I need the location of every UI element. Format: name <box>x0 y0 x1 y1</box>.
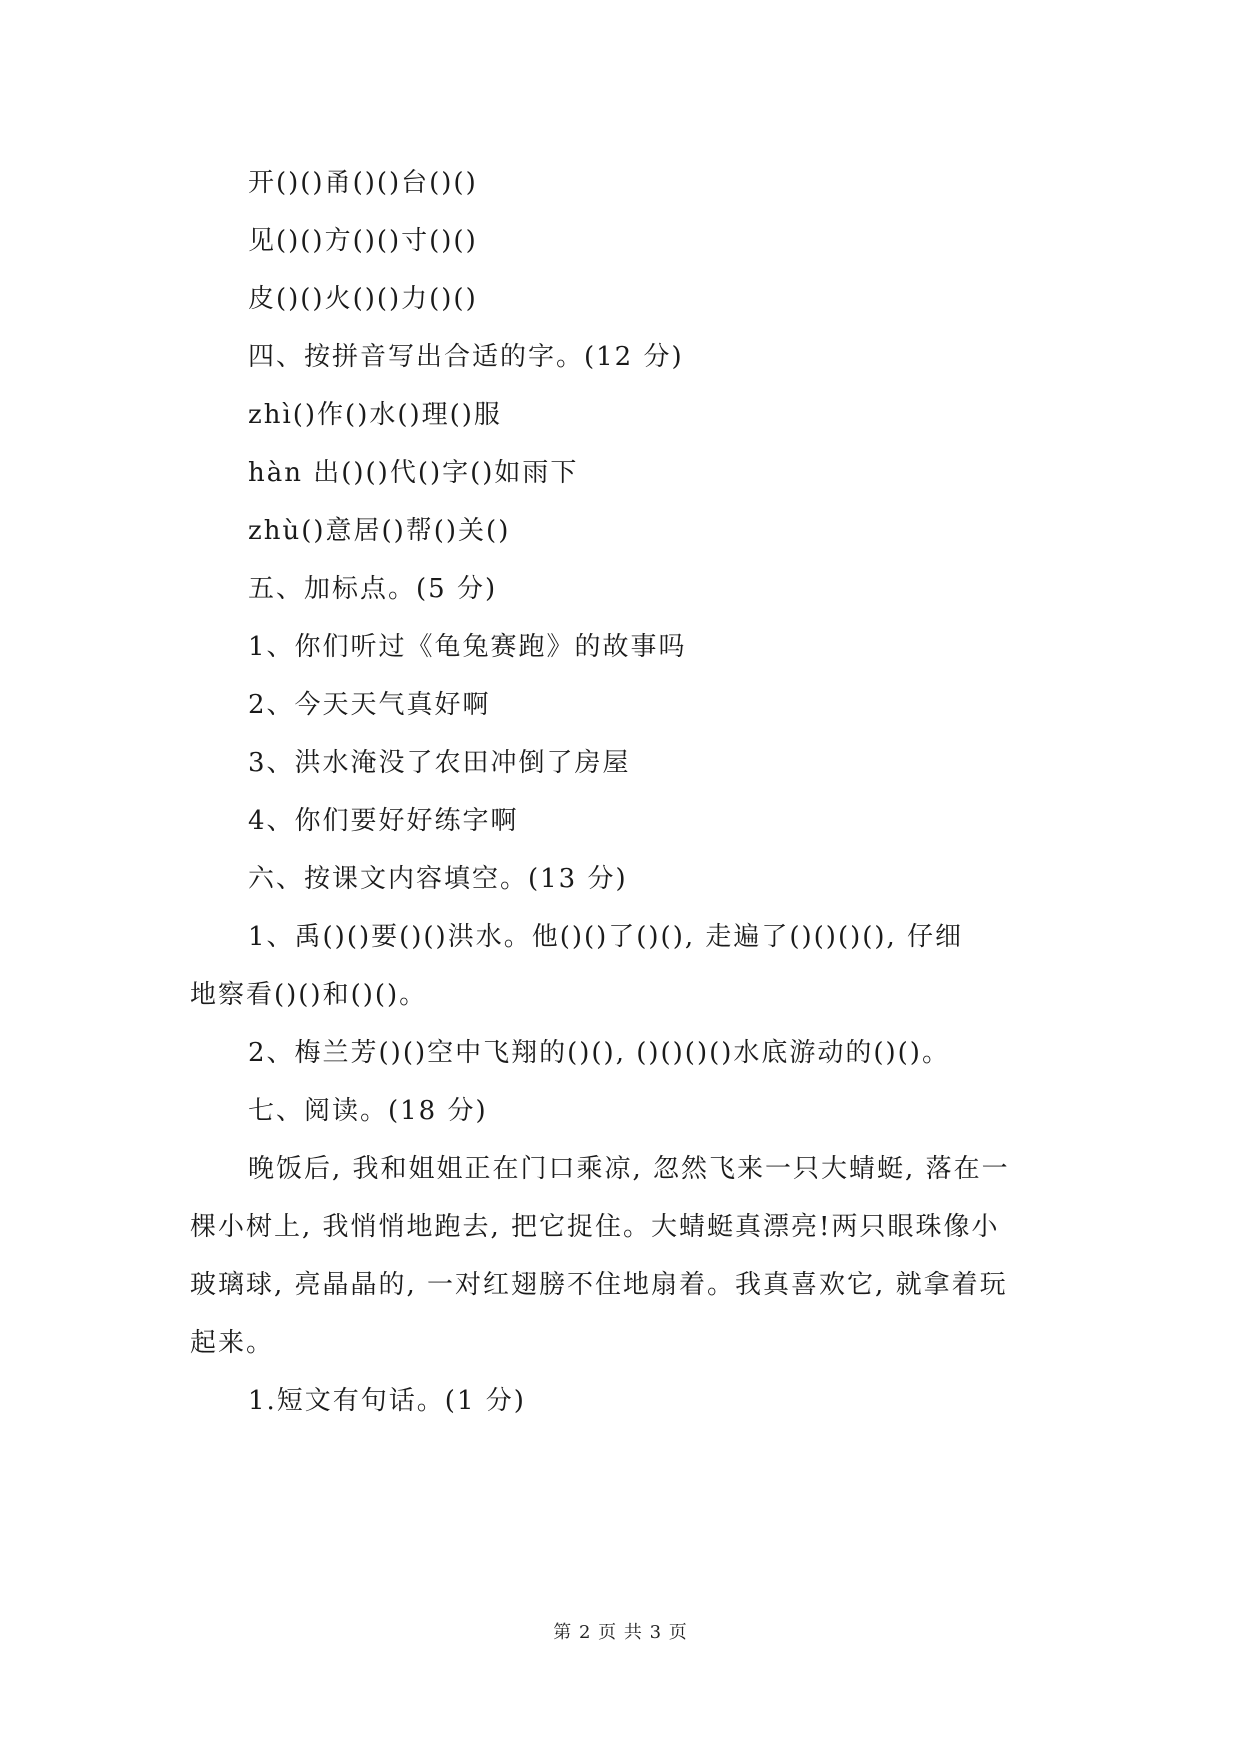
pinyin-line-zhi: zhì()作()水()理()服 <box>248 400 502 430</box>
section-heading-4: 四、按拼音写出合适的字。(12 分) <box>248 342 684 372</box>
fill-blank-item-1-line-1: 1、禹()()要()()洪水。他()()了()(), 走遍了()()()(), 仔细 <box>248 922 964 952</box>
exercise-line-pi: 皮()()火()()力()() <box>248 284 478 314</box>
pinyin-line-han: hàn 出()()代()字()如雨下 <box>248 458 579 488</box>
page-number-footer: 第 2 页 共 3 页 <box>553 1622 688 1643</box>
reading-passage-line-1: 晚饭后, 我和姐姐正在门口乘凉, 忽然飞来一只大蜻蜓, 落在一 <box>248 1154 1010 1184</box>
punctuation-item-4: 4、你们要好好练字啊 <box>248 806 519 836</box>
exercise-line-jian: 见()()方()()寸()() <box>248 226 478 256</box>
punctuation-item-2: 2、今天天气真好啊 <box>248 690 491 720</box>
section-heading-5: 五、加标点。(5 分) <box>248 574 498 604</box>
pinyin-line-zhu: zhù()意居()帮()关() <box>248 516 511 546</box>
reading-passage-line-2: 棵小树上, 我悄悄地跑去, 把它捉住。大蜻蜓真漂亮!两只眼珠像小 <box>190 1212 1000 1242</box>
punctuation-item-3: 3、洪水淹没了农田冲倒了房屋 <box>248 748 631 778</box>
punctuation-item-1: 1、你们听过《龟兔赛跑》的故事吗 <box>248 632 687 662</box>
section-heading-6: 六、按课文内容填空。(13 分) <box>248 864 628 894</box>
section-heading-7: 七、阅读。(18 分) <box>248 1096 488 1126</box>
fill-blank-item-1-line-2: 地察看()()和()()。 <box>190 980 428 1010</box>
fill-blank-item-2: 2、梅兰芳()()空中飞翔的()(), ()()()()水底游动的()()。 <box>248 1038 950 1068</box>
reading-passage-line-4: 起来。 <box>190 1328 275 1358</box>
reading-passage-line-3: 玻璃球, 亮晶晶的, 一对红翅膀不住地扇着。我真喜欢它, 就拿着玩 <box>190 1270 1008 1300</box>
reading-question-1: 1.短文有句话。(1 分) <box>248 1386 526 1416</box>
exercise-line-kai: 开()()甬()()台()() <box>248 168 478 198</box>
